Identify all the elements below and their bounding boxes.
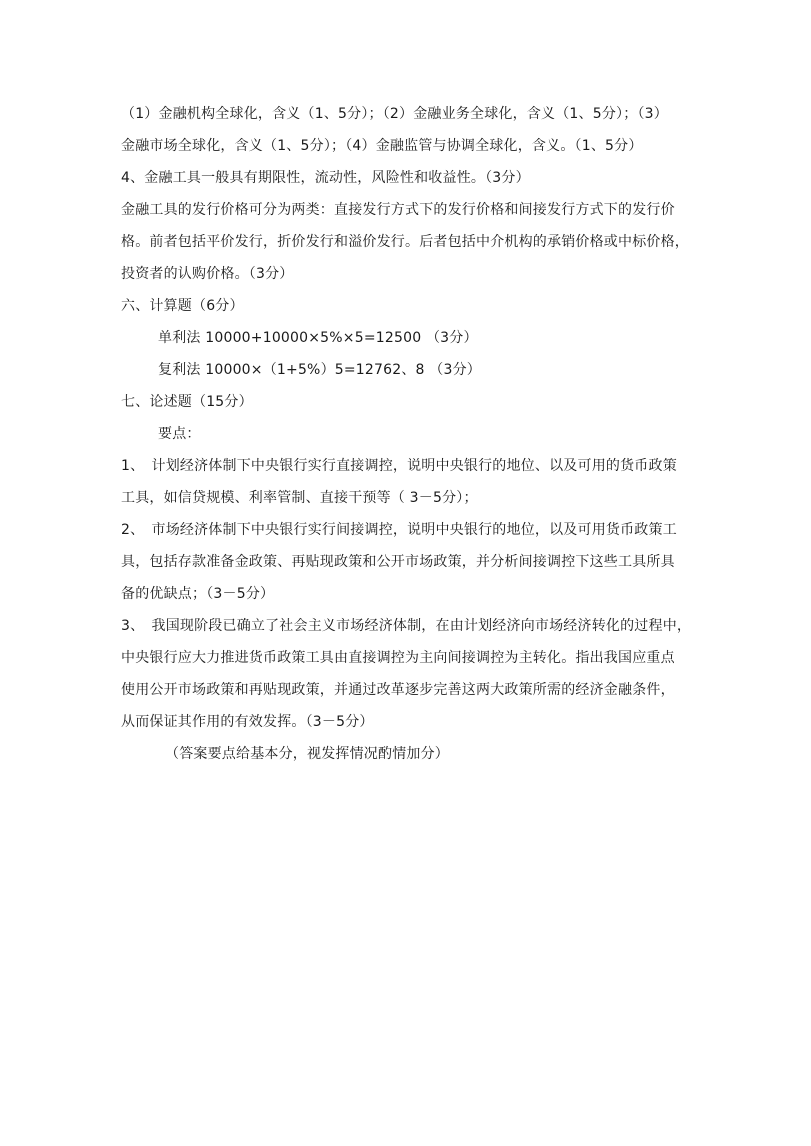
grading-note: （答案要点给基本分，视发挥情况酌情加分） bbox=[165, 746, 449, 762]
text-line: 投资者的认购价格。（3分） bbox=[121, 266, 294, 282]
calc-line: 单利法 10000+10000×5%×5=12500 （3分） bbox=[158, 330, 478, 346]
text-line: 3、 我国现阶段已确立了社会主义市场经济体制，在由计划经济向市场经济转化的过程中， bbox=[121, 618, 692, 634]
text-line: （1）金融机构全球化，含义（1、5分）；（2）金融业务全球化，含义（1、5分）；（3） bbox=[121, 106, 668, 122]
key-points-label: 要点： bbox=[158, 426, 201, 442]
text-line: 1、 计划经济体制下中央银行实行直接调控，说明中央银行的地位、以及可用的货币政策 bbox=[121, 458, 677, 474]
text-line: 2、 市场经济体制下中央银行实行间接调控，说明中央银行的地位，以及可用货币政策工 bbox=[121, 522, 677, 538]
text-line: 中央银行应大力推进货币政策工具由直接调控为主向间接调控为主转化。指出我国应重点 bbox=[121, 650, 675, 666]
text-line: 金融工具的发行价格可分为两类：直接发行方式下的发行价格和间接发行方式下的发行价 bbox=[121, 202, 675, 218]
text-line: 具，包括存款准备金政策、再贴现政策和公开市场政策，并分析间接调控下这些工具所具 bbox=[121, 554, 675, 570]
text-line: 工具，如信贷规模、利率管制、直接干预等（ 3－5分）； bbox=[121, 490, 478, 506]
text-line: 使用公开市场政策和再贴现政策，并通过改革逐步完善这两大政策所需的经济金融条件， bbox=[121, 682, 675, 698]
text-line: 金融市场全球化，含义（1、5分）；（4）金融监管与协调全球化，含义。（1、5分） bbox=[121, 138, 643, 154]
section-heading: 七、论述题（15分） bbox=[121, 394, 253, 410]
text-line: 备的优缺点；（3－5分） bbox=[121, 586, 275, 602]
calc-line: 复利法 10000×（1+5%）5=12762、8 （3分） bbox=[158, 362, 482, 378]
text-line: 4、金融工具一般具有期限性，流动性，风险性和收益性。（3分） bbox=[121, 170, 530, 186]
section-heading: 六、计算题（6分） bbox=[121, 298, 244, 314]
text-line: 从而保证其作用的有效发挥。（3－5分） bbox=[121, 714, 374, 730]
text-line: 格。前者包括平价发行，折价发行和溢价发行。后者包括中介机构的承销价格或中标价格， bbox=[121, 234, 689, 250]
